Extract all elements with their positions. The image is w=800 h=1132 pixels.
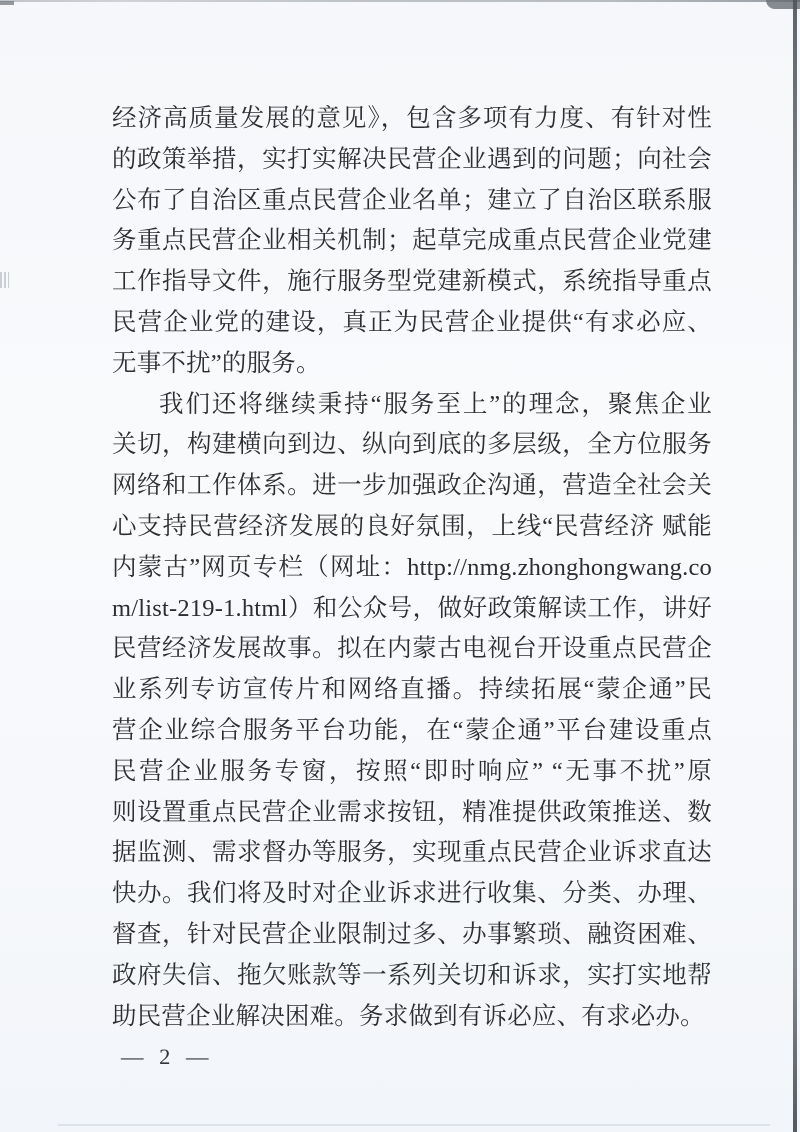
text-line: 督查，针对民营企业限制过多、办事繁琐、融资困难、	[112, 920, 712, 948]
text-line: 政府失信、拖欠账款等一系列关切和诉求，实打实地帮	[112, 961, 712, 989]
page-number: — 2 —	[121, 1044, 214, 1069]
text-line: 业系列专访宣传片和网络直播。持续拓展“蒙企通”民	[112, 676, 712, 704]
scan-edge-right	[793, 0, 797, 1132]
paragraph	[112, 385, 712, 1038]
text-line: 网络和工作体系。进一步加强政企沟通，营造全社会关	[112, 472, 712, 500]
text-line: 无事不扰”的服务。	[112, 349, 321, 377]
text-line: 民营企业服务专窗，按照“即时响应” “无事不扰”原	[112, 757, 712, 785]
text-line: 关切，构建横向到边、纵向到底的多层级，全方位服务	[112, 431, 712, 459]
text-line: m/list-219-1.html）和公众号，做好政策解读工作，讲好	[112, 594, 712, 622]
text-line: 务重点民营企业相关机制；起草完成重点民营企业党建	[112, 227, 712, 255]
scan-edge-bottom	[58, 1124, 770, 1126]
text-line: 快办。我们将及时对企业诉求进行收集、分类、办理、	[112, 880, 712, 908]
text-line: 公布了自治区重点民营企业名单；建立了自治区联系服	[112, 186, 712, 214]
scan-artifact-left	[0, 272, 9, 288]
text-line: 据监测、需求督办等服务，实现重点民营企业诉求直达	[112, 839, 712, 867]
text-line: 营企业综合服务平台功能，在“蒙企通”平台建设重点	[112, 716, 712, 744]
text-line: 民营经济发展故事。拟在内蒙古电视台开设重点民营企	[112, 635, 712, 663]
text-line: 则设置重点民营企业需求按钮，精准提供政策推送、数	[112, 798, 712, 826]
text-line: 助民营企业解决困难。务求做到有诉必应、有求必办。	[112, 1002, 705, 1030]
text-line: 心支持民营经济发展的良好氛围，上线“民营经济 赋能	[112, 512, 712, 540]
text-line: 民营企业党的建设，真正为民营企业提供“有求必应、	[112, 308, 712, 336]
text-line: 我们还将继续秉持“服务至上”的理念，聚焦企业	[159, 390, 712, 418]
text-line: 的政策举措，实打实解决民营企业遇到的问题；向社会	[112, 145, 712, 173]
text-line: 内蒙古”网页专栏（网址：http://nmg.zhonghongwang.co	[112, 553, 712, 581]
paragraph	[112, 99, 712, 385]
document-body	[112, 99, 712, 1037]
scan-artifact-top-left	[0, 1, 14, 5]
text-line: 工作指导文件，施行服务型党建新模式，系统指导重点	[112, 268, 712, 296]
text-line: 经济高质量发展的意见》，包含多项有力度、有针对性	[112, 105, 712, 132]
scan-edge-top	[0, 0, 800, 2]
